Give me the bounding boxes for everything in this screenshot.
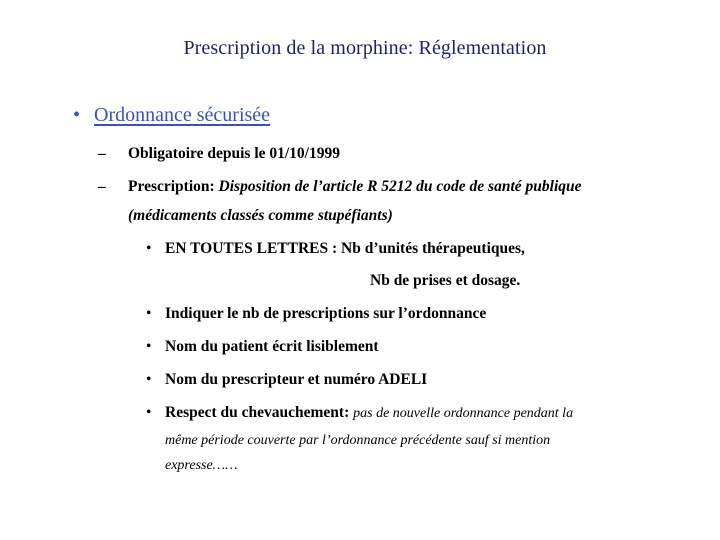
- list-item-prescription: [98, 178, 582, 196]
- chevauchement-note: pas de nouvelle ordonnance pendant la: [353, 406, 574, 421]
- prescription-disposition: Disposition de l’article R 5212 du code de santé publique: [218, 178, 582, 195]
- chevauchement-note-cont: même période couverte par l’ordonnance précédente sauf si mention: [165, 433, 551, 448]
- list-item-nb-prescriptions: [146, 305, 486, 323]
- list-item-toutes-lettres: [146, 240, 525, 258]
- toutes-lettres-text: EN TOUTES LETTRES : Nb d’unités thérapeutiques,: [165, 240, 525, 257]
- dash-icon: –: [98, 178, 106, 195]
- patient-text: Nom du patient écrit lisiblement: [165, 338, 379, 355]
- chevauchement-label: Respect du chevauchement:: [165, 404, 350, 421]
- prescription-disposition-cont: (médicaments classés comme stupéfiants): [128, 207, 393, 224]
- bullet-icon: •: [146, 338, 152, 355]
- prescripteur-text: Nom du prescripteur et numéro ADELI: [165, 371, 428, 388]
- section-heading: [73, 104, 270, 127]
- bullet-icon: •: [146, 371, 152, 388]
- list-item-prescripteur: [146, 371, 427, 389]
- prescription-label: Prescription:: [128, 178, 215, 195]
- section-heading-text: Ordonnance sécurisée: [94, 104, 271, 126]
- obligatoire-text: Obligatoire depuis le 01/10/1999: [128, 145, 340, 162]
- list-item-chevauchement: [146, 404, 573, 422]
- nb-prescriptions-text: Indiquer le nb de prescriptions sur l’ordonnance: [165, 305, 487, 322]
- bullet-icon: •: [146, 240, 152, 257]
- page-title: Prescription de la morphine: Réglementation: [183, 37, 547, 59]
- toutes-lettres-cont: Nb de prises et dosage.: [370, 272, 521, 289]
- chevauchement-note-end: expresse……: [165, 458, 238, 473]
- dash-icon: –: [98, 145, 106, 162]
- list-item-obligatoire: [98, 145, 340, 163]
- bullet-icon: •: [146, 305, 152, 322]
- bullet-icon: •: [146, 404, 152, 421]
- list-item-patient: [146, 338, 379, 356]
- bullet-icon: •: [73, 104, 81, 126]
